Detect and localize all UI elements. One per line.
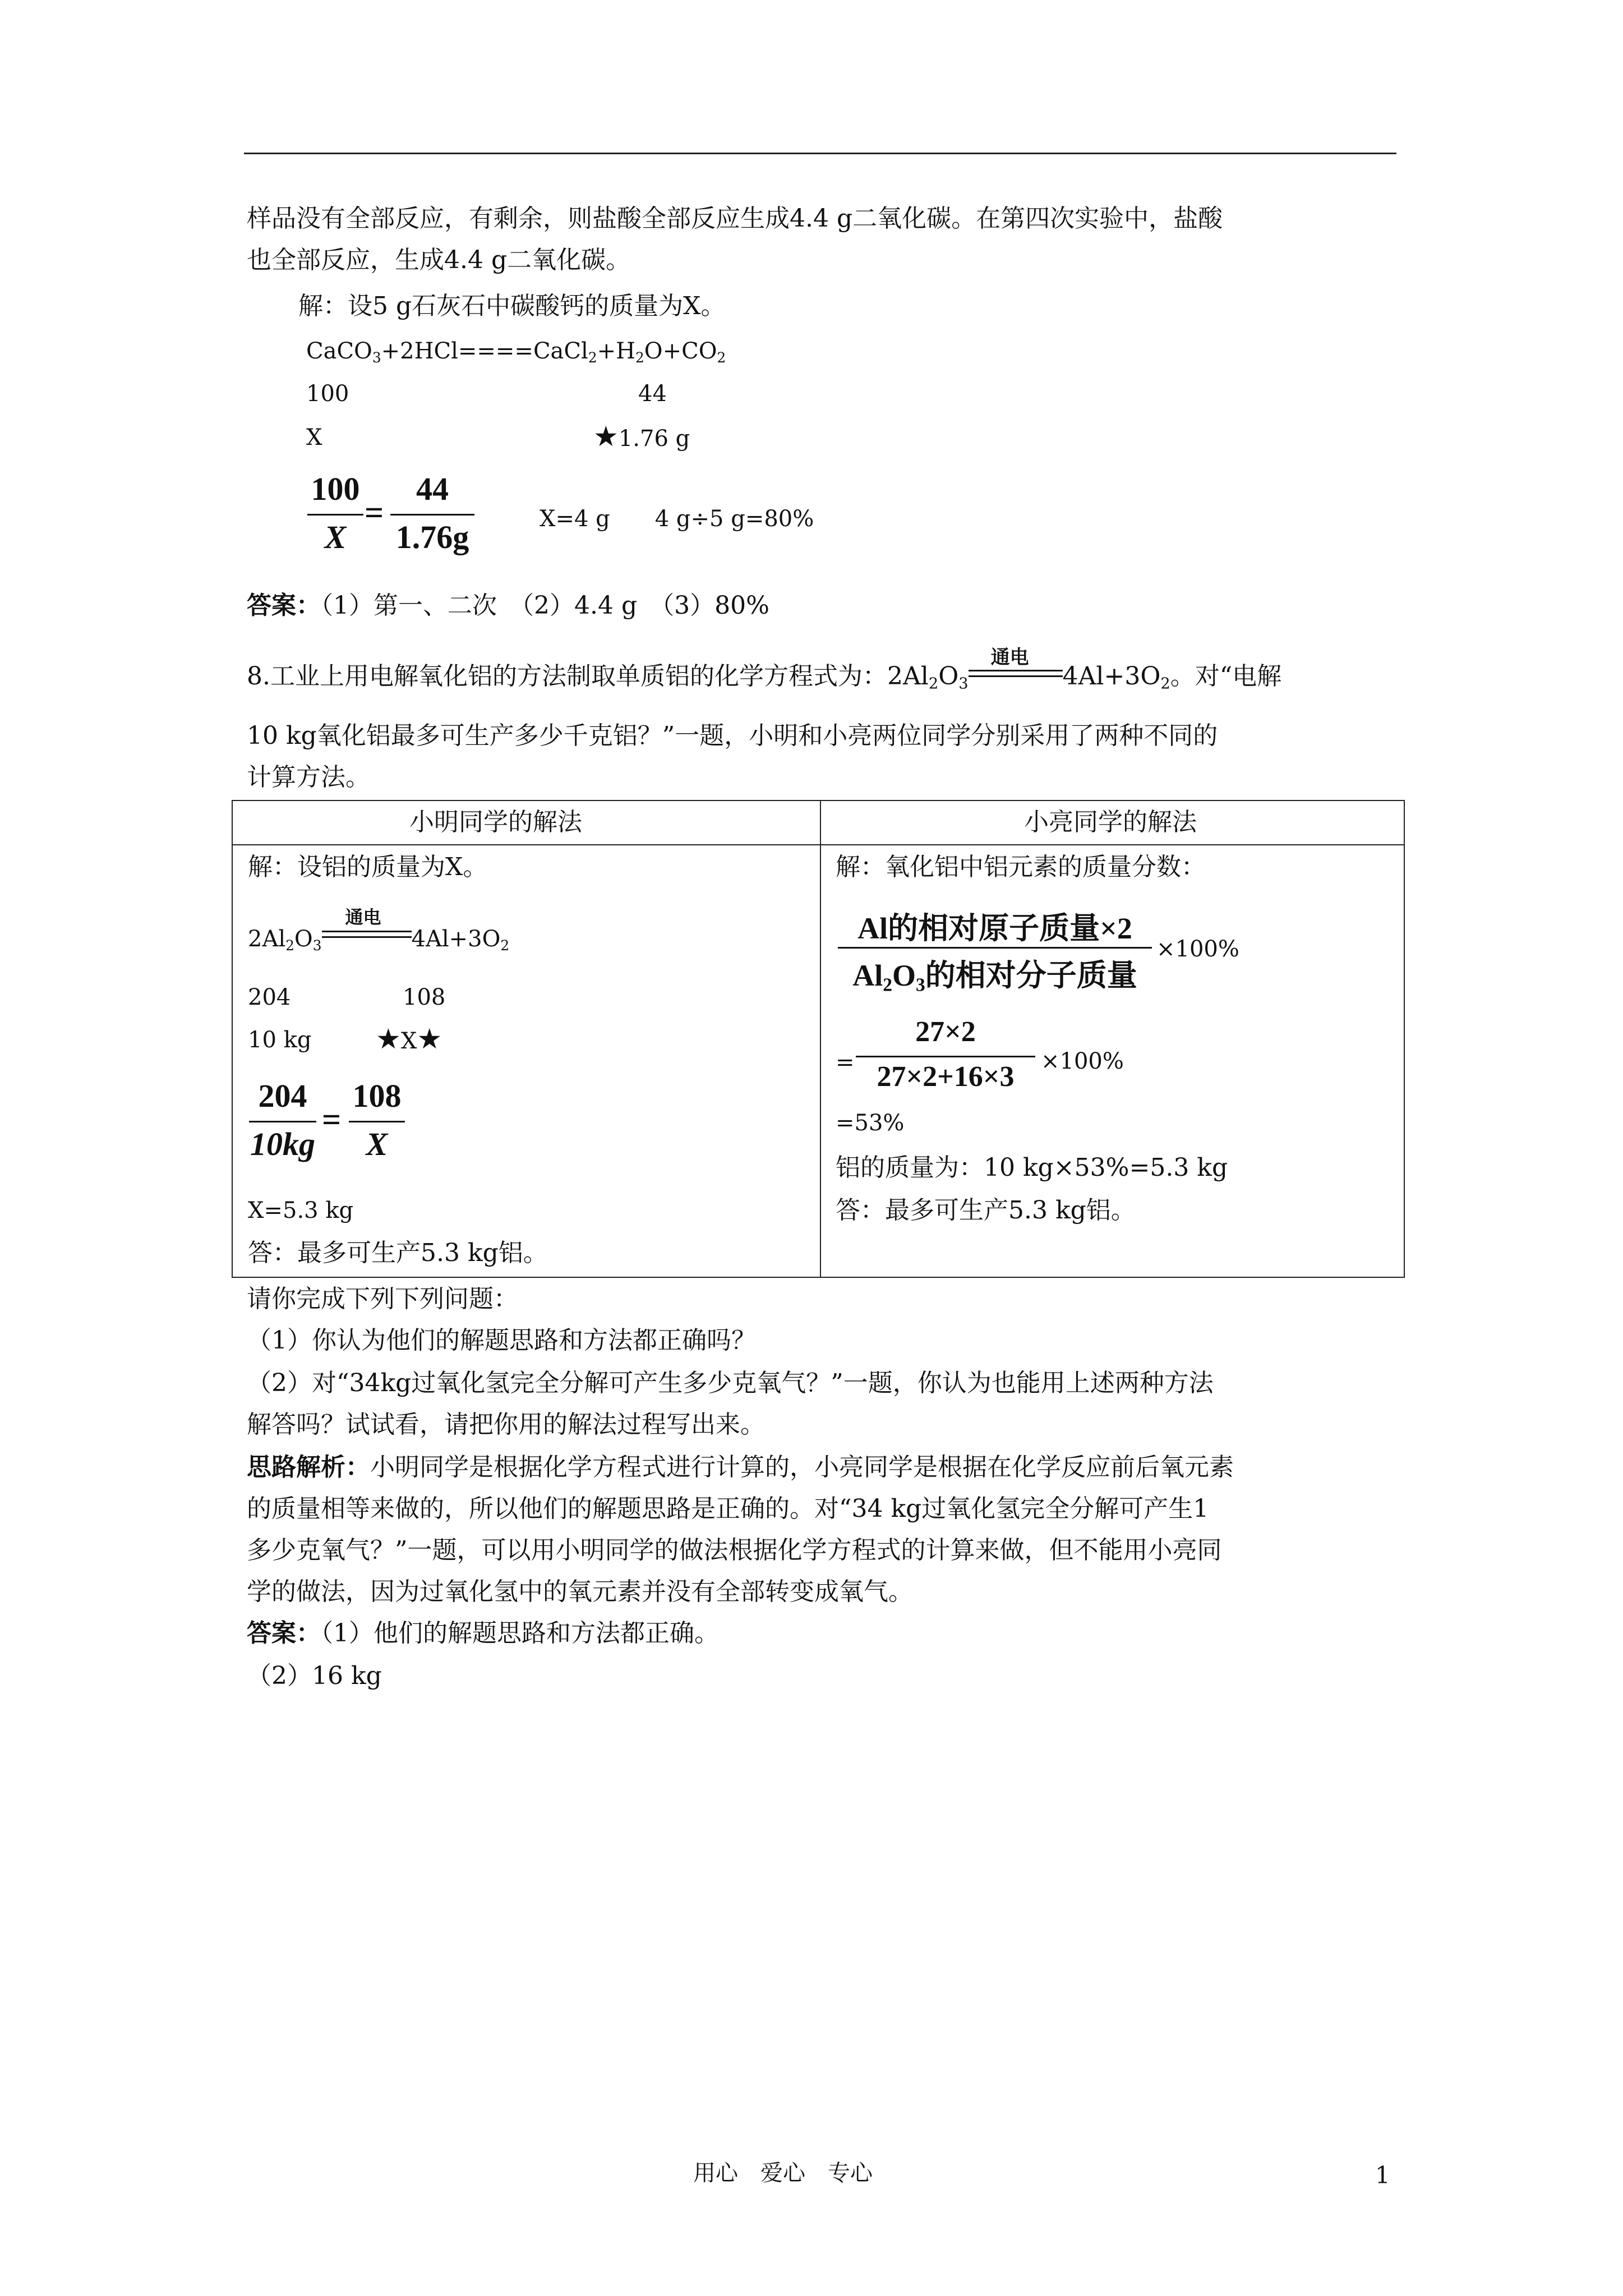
xm-result: X=5.3 kg xyxy=(248,1198,354,1223)
xm-condition-arrow: 通电 xyxy=(322,924,412,946)
xl-answer: 答：最多可生产5.3 kg铝。 xyxy=(836,1196,1136,1225)
after-p4: 解答吗？试试看，请把你用的解法过程写出来。 xyxy=(247,1410,765,1439)
unknown-x: X xyxy=(306,425,322,450)
analysis-line-2: 的质量相等来做的，所以他们的解题思路是正确的。对“34 kg过氧化氢完全分解可产生1 xyxy=(247,1494,1209,1523)
header-rule xyxy=(244,153,1396,154)
analysis-line-4: 学的做法，因为过氧化氢中的氧元素并没有全部转变成氧气。 xyxy=(247,1577,913,1606)
solution-intro: 解：设5 g石灰石中碳酸钙的质量为X。 xyxy=(298,292,726,320)
chemical-equation-caco3: $CaCO_3+2HCl====CaCl_2+H_2O+CO_2$ xyxy=(306,338,726,366)
analysis-line-3: 多少克氧气？”一题，可以用小明同学的做法根据化学方程式的计算来做，但不能用小亮同 xyxy=(247,1536,1222,1565)
star-icon: ★ xyxy=(593,420,619,453)
answer-2-line-1: 答案：（1）他们的解题思路和方法都正确。 xyxy=(247,1619,719,1648)
molar-mass-44: 44 xyxy=(638,381,667,407)
xl-fraction-mass-ratio: Al的相对原子质量×2 $Al_2O_3$的相对分子质量 xyxy=(838,904,1152,1000)
star-icon: ★ xyxy=(376,1023,401,1055)
xl-percent: =53% xyxy=(836,1110,905,1136)
answer-2-line-2: （2）16 kg xyxy=(247,1662,382,1690)
para-line-2: 也全部反应，生成4.4 g二氧化碳。 xyxy=(247,246,631,274)
table-head-xiaoliang: 小亮同学的解法 xyxy=(1024,808,1197,836)
xm-given-10kg: 10 kg xyxy=(248,1027,312,1053)
xl-fraction-numeric: 27×2 27×2+16×3 xyxy=(856,1015,1035,1105)
xm-fraction-left: 204 10kg xyxy=(250,1078,315,1162)
answer-1: 答案：（1）第一、二次 （2）4.4 g （3）80% xyxy=(247,591,769,620)
xl-equals-prefix: = xyxy=(836,1050,855,1075)
xl-mass-line: 铝的质量为：10 kg×53%=5.3 kg xyxy=(836,1153,1228,1182)
given-mass: ★1.76 g xyxy=(593,420,690,453)
xm-mass-204: 204 xyxy=(248,984,291,1010)
fraction-100-over-x: 100 X xyxy=(307,470,363,560)
xm-intro: 解：设铝的质量为X。 xyxy=(248,853,488,881)
after-p1: 请你完成下列下列问题： xyxy=(247,1285,518,1313)
xm-fraction-right: 108 X xyxy=(349,1077,405,1167)
question-8-line-1: 8.工业上用电解氧化铝的方法制取单质铝的化学方程式为：$2Al_2O_3$ 通电 $4Al+3O_2$。对“电解 xyxy=(247,646,1282,693)
result-line: X=4 g 4 g÷5 g=80% xyxy=(540,506,814,532)
question-8-line-3: 计算方法。 xyxy=(247,763,370,792)
after-p3: （2）对“34kg过氧化氢完全分解可产生多少克氧气？”一题，你认为也能用上述两种方法 xyxy=(247,1369,1214,1397)
after-p2: （1）你认为他们的解题思路和方法都正确吗？ xyxy=(247,1326,756,1355)
page-number: 1 xyxy=(1375,2161,1390,2189)
xl-times-100-a: ×100% xyxy=(1156,936,1239,962)
table-header-rule xyxy=(232,844,1405,845)
xm-unknown: ★X★ xyxy=(376,1023,442,1055)
table-head-xiaoming: 小明同学的解法 xyxy=(409,808,582,836)
analysis-line-1: 思路解析：小明同学是根据化学方程式进行计算的，小亮同学是根据在化学反应前后氧元素 xyxy=(247,1453,1234,1481)
xl-intro: 解：氧化铝中铝元素的质量分数： xyxy=(836,853,1206,881)
xm-equation: $2Al_2O_3$ 通电 $4Al+3O_2$ xyxy=(248,907,510,954)
reaction-condition-arrow: 通电 xyxy=(969,662,1063,684)
star-icon: ★ xyxy=(417,1023,442,1055)
xl-times-100-b: ×100% xyxy=(1041,1048,1124,1074)
xm-answer: 答：最多可生产5.3 kg铝。 xyxy=(248,1239,548,1267)
question-8-line-2: 10 kg氧化铝最多可生产多少千克铝？”一题，小明和小亮两位同学分别采用了两种不同的 xyxy=(247,721,1218,750)
para-line-1: 样品没有全部反应，有剩余，则盐酸全部反应生成4.4 g二氧化碳。在第四次实验中，盐酸 xyxy=(247,204,1223,233)
fraction-44-over-176: 44 1.76g xyxy=(390,470,474,560)
xm-mass-108: 108 xyxy=(403,984,446,1010)
molar-mass-100: 100 xyxy=(306,381,349,407)
footer-slogan: 用心 爱心 专心 xyxy=(693,2160,873,2186)
table-divider xyxy=(820,800,821,1278)
